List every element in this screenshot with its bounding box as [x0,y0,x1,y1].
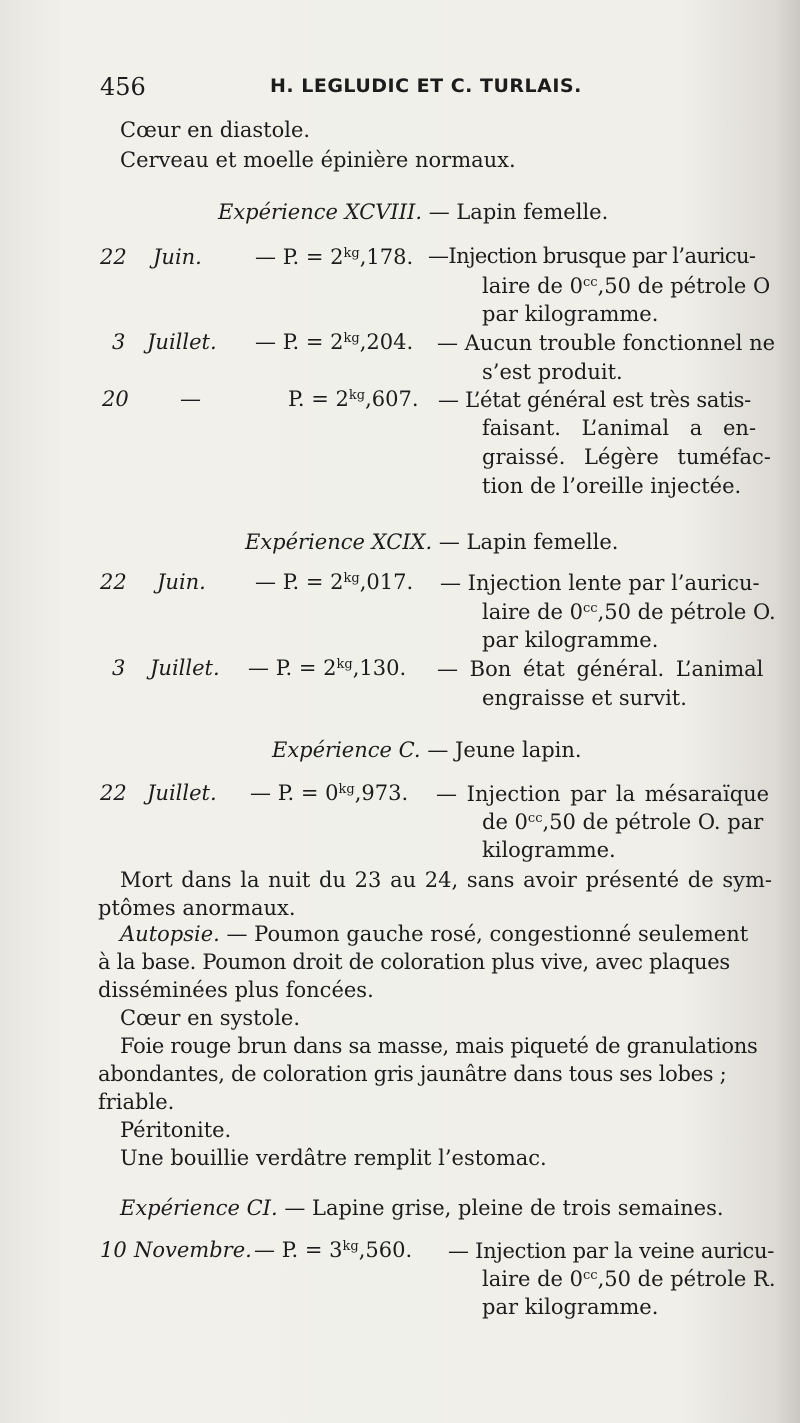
experiment-heading [245,530,618,554]
entry-description: de $0^{cc},50$ de pétrole O. par [482,810,764,834]
entry-description: tion de l’oreille injectée. [482,474,742,498]
text-line: disséminées plus foncées. [98,978,374,1002]
entry-description: laire de $0^{cc},50$ de pétrole O [482,274,771,298]
entry-description: —Injection brusque par l’auricu- [428,244,756,268]
experiment-title: Expérience C. [272,738,421,762]
entry-day: 22 [100,245,127,269]
experiment-subject: — Lapine grise, pleine de trois semaines. [284,1196,724,1220]
entry-day: 3 [112,656,126,680]
text-line: abondantes, de coloration gris jaunâtre dans tous ses lobes ; [98,1062,727,1086]
entry-description: par kilogramme. [482,302,659,326]
experiment-heading [272,738,582,762]
entry-description: laire de $0^{cc},50$ de pétrole R. [482,1267,776,1291]
text-line: Mort dans la nuit du 23 au 24, sans avoir présenté de sym- [120,868,772,892]
entry-month: Juillet. [147,330,217,354]
entry-description: par kilogramme. [482,1295,659,1319]
entry-weight: P. = $2^{kg},607$. [288,387,419,411]
autopsy-label: Autopsie. [120,922,220,946]
entry-month: Juin. [157,570,206,594]
entry-month: Juin. [153,245,202,269]
text-line: Cerveau et moelle épinière normaux. [120,148,516,172]
entry-day: 10 [100,1238,127,1262]
experiment-title: Expérience XCVIII. [218,200,422,224]
text-line: ptômes anormaux. [98,896,296,920]
entry-description: engraisse et survit. [482,686,687,710]
entry-day: 22 [100,570,127,594]
entry-description: laire de $0^{cc},50$ de pétrole O. [482,600,776,624]
entry-weight: — P. = $3^{kg},560$. [254,1238,413,1262]
entry-weight: — P. = $2^{kg},204$. [255,330,414,354]
entry-day: 3 [112,330,126,354]
entry-weight: — P. = $2^{kg},130$. [248,656,407,680]
text-line: Une bouillie verdâtre remplit l’estomac. [120,1146,547,1170]
experiment-subject: — Jeune lapin. [427,738,582,762]
entry-month: — [180,387,201,411]
experiment-title: Expérience XCIX. [245,530,433,554]
entry-description: — Injection lente par l’auricu- [440,571,760,595]
entry-day: 22 [100,781,127,805]
entry-description: — Injection par la veine auricu- [448,1239,775,1263]
text-line: Foie rouge brun dans sa masse, mais piqueté de granulations [120,1034,758,1058]
entry-day: 20 [102,387,129,411]
text-line: Autopsie. — Poumon gauche rosé, congestionné seulement [120,922,749,946]
page-header [100,73,780,113]
experiment-subject: — Lapin femelle. [438,530,619,554]
experiment-subject: — Lapin femelle. [428,200,609,224]
entry-description: graissé. Légère tuméfac- [482,445,771,469]
text-line: à la base. Poumon droit de coloration plus vive, avec plaques [98,950,730,974]
entry-weight: — P. = $2^{kg},017$. [255,570,414,594]
entry-month: Juillet. [147,781,217,805]
entry-weight: — P. = $0^{kg},973$. [250,781,409,805]
experiment-title: Expérience CI. [120,1196,278,1220]
entry-description: — Bon état général. L’animal [437,657,764,681]
entry-weight: — P. = $2^{kg},178$. [255,245,414,269]
experiment-heading [120,1196,724,1220]
entry-description: par kilogramme. [482,628,659,652]
entry-month: Novembre. [134,1238,252,1262]
page-number: 456 [100,73,146,101]
entry-description: faisant. L’animal a en- [482,416,757,440]
text-line: Cœur en systole. [120,1006,301,1030]
entry-description: — Injection par la mésaraïque [436,782,770,806]
experiment-heading [218,200,608,224]
running-head: H. LEGLUDIC ET C. TURLAIS. [270,75,582,97]
entry-description: kilogramme. [482,838,616,862]
entry-description: — Aucun trouble fonctionnel ne [437,331,776,355]
text-line: Cœur en diastole. [120,118,311,142]
entry-description: — L’état général est très satis- [438,388,751,412]
text-line: Péritonite. [120,1118,232,1142]
entry-month: Juillet. [150,656,220,680]
text-line: friable. [98,1090,175,1114]
entry-description: s’est produit. [482,360,623,384]
